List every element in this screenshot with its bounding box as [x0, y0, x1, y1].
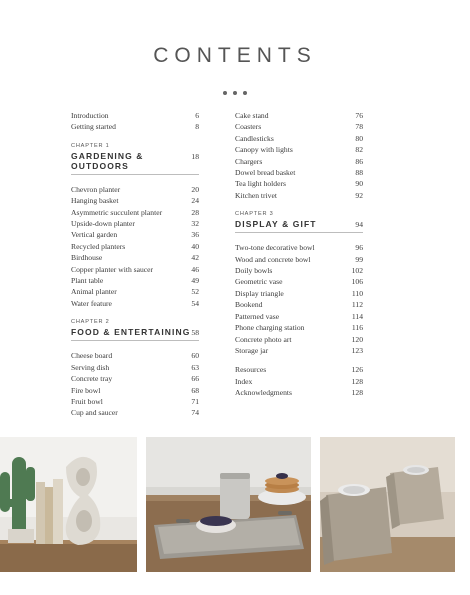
toc-entry-page: 49 — [191, 276, 199, 286]
toc-entry-page: 6 — [195, 111, 199, 120]
toc-entry-title: Recycled planters — [71, 241, 126, 251]
toc-entry[interactable] — [71, 121, 199, 132]
toc-entry-page: 78 — [355, 122, 363, 132]
toc-entry[interactable] — [235, 254, 363, 265]
chapter-3-section — [235, 210, 363, 356]
toc-entry[interactable] — [235, 121, 363, 132]
toc-entry[interactable] — [71, 207, 199, 218]
toc-entry[interactable] — [71, 275, 199, 286]
toc-entry[interactable] — [71, 229, 199, 240]
toc-entry-title: Cup and saucer — [71, 408, 118, 418]
toc-entry-title: Canopy with lights — [235, 145, 293, 155]
toc-entry[interactable] — [71, 396, 199, 407]
chapter-heading[interactable] — [71, 151, 199, 175]
toc-entry[interactable] — [71, 264, 199, 275]
toc-entry-page: 32 — [191, 219, 199, 229]
chapter-label: CHAPTER 1 — [71, 142, 110, 149]
chapter-label: CHAPTER 2 — [71, 319, 110, 326]
toc-entry-title: Dowel bread basket — [235, 168, 296, 178]
toc-entry-page: 24 — [191, 196, 199, 206]
toc-entry-page: 99 — [355, 254, 363, 264]
toc-entry-page: 40 — [191, 241, 199, 251]
toc-entry-page: 76 — [355, 111, 363, 120]
toc-entry[interactable] — [235, 190, 363, 201]
toc-entry-title: Doily bowls — [235, 266, 273, 276]
toc-entry[interactable] — [71, 286, 199, 297]
toc-entry[interactable] — [71, 350, 199, 361]
toc-entry-page: 54 — [191, 298, 199, 308]
toc-entry-title: Getting started — [71, 122, 116, 132]
toc-entry-page: 126 — [351, 365, 363, 375]
toc-entry-title: Storage jar — [235, 345, 269, 355]
toc-entry[interactable] — [235, 276, 363, 287]
toc-entry-title: Plant table — [71, 276, 104, 286]
toc-entry-title: Acknowledgments — [235, 388, 292, 398]
toc-entry-page: 71 — [191, 396, 199, 406]
toc-entry[interactable] — [235, 242, 363, 253]
toc-entry[interactable] — [71, 184, 199, 195]
toc-entry-page: 92 — [355, 190, 363, 200]
toc-entry-page: 46 — [191, 264, 199, 274]
toc-entry[interactable] — [71, 218, 199, 229]
toc-entry-page: 88 — [355, 168, 363, 178]
toc-entry-page: 60 — [191, 351, 199, 361]
toc-entry-page: 128 — [351, 376, 363, 386]
toc-entry-title: Water feature — [71, 298, 112, 308]
toc-entry-page: 63 — [191, 362, 199, 372]
toc-entry-page: 96 — [355, 243, 363, 253]
toc-entry-page: 128 — [351, 388, 363, 398]
toc-entry-title: Asymmetric succulent planter — [71, 207, 163, 217]
toc-entry-title: Chargers — [235, 156, 263, 166]
toc-entry[interactable] — [235, 334, 363, 345]
toc-entry-title: Cheese board — [71, 351, 113, 361]
chapter-heading[interactable] — [71, 327, 199, 341]
concrete-tea-light-holders-photo — [320, 437, 455, 572]
chapter-page: 58 — [191, 328, 199, 338]
toc-entry[interactable] — [235, 133, 363, 144]
toc-entry[interactable] — [71, 385, 199, 396]
toc-entry-page: 112 — [351, 300, 363, 310]
toc-entry-title: Display triangle — [235, 288, 284, 298]
toc-entry-title: Index — [235, 376, 253, 386]
chapter-title: FOOD & ENTERTAINING — [71, 327, 191, 338]
toc-entry-title: Fire bowl — [71, 385, 101, 395]
toc-entry-title: Concrete tray — [71, 374, 113, 384]
toc-entry-title: Hanging basket — [71, 196, 119, 206]
toc-entry-title: Upside-down planter — [71, 219, 135, 229]
toc-entry-title: Introduction — [71, 111, 109, 120]
toc-entry-page: 28 — [191, 207, 199, 217]
toc-entry[interactable] — [71, 252, 199, 263]
toc-entry[interactable] — [235, 265, 363, 276]
toc-entry-title: Birdhouse — [71, 253, 103, 263]
toc-entry-title: Coasters — [235, 122, 262, 132]
toc-entry[interactable] — [235, 178, 363, 189]
toc-entry[interactable] — [71, 110, 199, 121]
toc-entry[interactable] — [235, 110, 363, 121]
toc-entry-title: Cake stand — [235, 111, 269, 120]
toc-entry[interactable] — [235, 322, 363, 333]
intro-entries — [71, 110, 199, 133]
toc-entry[interactable] — [235, 387, 363, 398]
toc-entry-title: Copper planter with saucer — [71, 264, 154, 274]
toc-entry[interactable] — [235, 311, 363, 322]
continued-entries — [235, 110, 363, 201]
toc-entry-title: Chevron planter — [71, 184, 121, 194]
toc-entry[interactable] — [235, 156, 363, 167]
toc-entry-title: Two-tone decorative bowl — [235, 243, 315, 253]
toc-entry-page: 123 — [351, 345, 363, 355]
toc-entry-title: Kitchen trivet — [235, 190, 277, 200]
toc-left-column — [71, 110, 199, 419]
toc-entry[interactable] — [235, 167, 363, 178]
toc-entry[interactable] — [71, 362, 199, 373]
toc-entry-page: 116 — [351, 323, 363, 333]
toc-entry-page: 80 — [355, 133, 363, 143]
toc-entry[interactable] — [235, 345, 363, 356]
toc-entry-title: Wood and concrete bowl — [235, 254, 311, 264]
toc-entry-page: 90 — [355, 179, 363, 189]
toc-entry[interactable] — [71, 241, 199, 252]
toc-right-column — [235, 110, 363, 399]
toc-entry[interactable] — [71, 373, 199, 384]
concrete-tray-with-pancakes-photo — [146, 437, 311, 572]
toc-entry-page: 82 — [355, 145, 363, 155]
toc-entry[interactable] — [71, 407, 199, 418]
toc-entry-title: Vertical garden — [71, 230, 118, 240]
back-matter-entries — [235, 364, 363, 398]
toc-entry-page: 110 — [351, 288, 363, 298]
toc-entry-page: 36 — [191, 230, 199, 240]
chapter-page: 18 — [191, 151, 199, 161]
toc-entry-page: 106 — [351, 277, 363, 287]
toc-entry-page: 52 — [191, 287, 199, 297]
toc-entry-title: Patterned vase — [235, 311, 280, 321]
toc-entry[interactable] — [235, 299, 363, 310]
toc-entry-title: Geometric vase — [235, 277, 283, 287]
toc-entry-page: 120 — [351, 334, 363, 344]
toc-entry-title: Fruit bowl — [71, 396, 103, 406]
chapter-page: 94 — [355, 220, 363, 230]
toc-entry-page: 20 — [191, 184, 199, 194]
toc-entry[interactable] — [235, 144, 363, 155]
toc-entry-page: 86 — [355, 156, 363, 166]
toc-entry-page: 8 — [195, 122, 199, 132]
toc-entry-page: 66 — [191, 374, 199, 384]
toc-entry-title: Tea light holders — [235, 179, 286, 189]
chapter-title: DISPLAY & GIFT — [235, 219, 317, 230]
toc-entry-title: Resources — [235, 365, 267, 375]
toc-entry-title: Animal planter — [71, 287, 117, 297]
chapter-heading[interactable] — [235, 219, 363, 233]
toc-entry-page: 102 — [351, 266, 363, 276]
toc-entry-title: Serving dish — [71, 362, 110, 372]
toc-entry-title: Concrete photo art — [235, 334, 292, 344]
toc-entry[interactable] — [71, 298, 199, 309]
toc-entry[interactable] — [235, 376, 363, 387]
page-title: CONTENTS — [153, 44, 317, 67]
toc-entry-page: 114 — [351, 311, 363, 321]
left-chapters — [71, 142, 199, 419]
title-ornament-dots — [0, 82, 470, 100]
toc-entry-page: 68 — [191, 385, 199, 395]
cactus-and-bookend-photo — [0, 437, 137, 572]
toc-entry-page: 74 — [191, 408, 199, 418]
toc-entry-title: Candlesticks — [235, 133, 274, 143]
chapter-title: GARDENING & OUTDOORS — [71, 150, 144, 171]
toc-entry[interactable] — [235, 288, 363, 299]
chapter-label: CHAPTER 3 — [235, 211, 274, 218]
toc-entry-page: 42 — [191, 253, 199, 263]
toc-entry-title: Phone charging station — [235, 323, 305, 333]
toc-entry-title: Bookend — [235, 300, 263, 310]
toc-entry[interactable] — [71, 195, 199, 206]
toc-entry[interactable] — [235, 364, 363, 375]
